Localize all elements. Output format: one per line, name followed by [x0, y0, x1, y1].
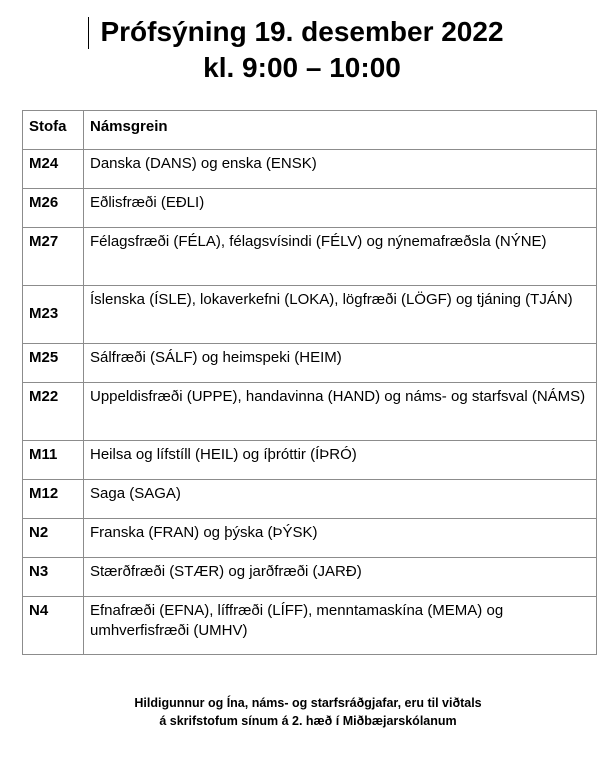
- room-cell: N2: [23, 519, 84, 558]
- subject-cell: Stærðfræði (STÆR) og jarðfræði (JARÐ): [84, 558, 597, 597]
- room-cell: N3: [23, 558, 84, 597]
- room-cell: M26: [23, 189, 84, 228]
- subject-cell: Eðlisfræði (EÐLI): [84, 189, 597, 228]
- room-cell: M12: [23, 480, 84, 519]
- subject-cell: Uppeldisfræði (UPPE), handavinna (HAND) og náms- og starfsval (NÁMS): [84, 383, 597, 441]
- room-cell: M22: [23, 383, 84, 441]
- title-time: kl. 9:00 – 10:00: [203, 52, 401, 83]
- footer-line-2: á skrifstofum sínum á 2. hæð í Miðbæjarskólanum: [159, 714, 457, 728]
- table-row: [23, 480, 597, 519]
- room-cell: M25: [23, 344, 84, 383]
- title-date: Prófsýning 19. desember 2022: [100, 16, 504, 47]
- table-row: [23, 441, 597, 480]
- exam-schedule-table: [22, 110, 597, 655]
- subject-cell: Heilsa og lífstíll (HEIL) og íþróttir (ÍÞRÓ): [84, 441, 597, 480]
- subject-cell: Íslenska (ÍSLE), lokaverkefni (LOKA), lögfræði (LÖGF) og tjáning (TJÁN): [84, 286, 597, 344]
- table-row: [23, 189, 597, 228]
- table-row: [23, 150, 597, 189]
- room-cell: M23: [23, 286, 84, 344]
- footer-line-1: Hildigunnur og Ína, náms- og starfsráðgjafar, eru til viðtals: [134, 696, 482, 710]
- table-header-row: [23, 111, 597, 150]
- table-row: [23, 286, 597, 344]
- room-cell: M27: [23, 228, 84, 286]
- room-cell: M11: [23, 441, 84, 480]
- subject-cell: Félagsfræði (FÉLA), félagsvísindi (FÉLV) og nýnemafræðsla (NÝNE): [84, 228, 597, 286]
- subject-cell: Franska (FRAN) og þýska (ÞÝSK): [84, 519, 597, 558]
- subject-cell: Efnafræði (EFNA), líffræði (LÍFF), menntamaskína (MEMA) og umhverfisfræði (UMHV): [84, 597, 597, 655]
- column-header-room: Stofa: [23, 111, 84, 150]
- table-row: [23, 558, 597, 597]
- subject-cell: Saga (SAGA): [84, 480, 597, 519]
- page-title: [0, 14, 616, 86]
- footer-note: [0, 694, 616, 730]
- subject-cell: Sálfræði (SÁLF) og heimspeki (HEIM): [84, 344, 597, 383]
- table-row: [23, 519, 597, 558]
- room-cell: N4: [23, 597, 84, 655]
- subject-cell: Danska (DANS) og enska (ENSK): [84, 150, 597, 189]
- table-row: [23, 228, 597, 286]
- table-row: [23, 383, 597, 441]
- table-row: [23, 344, 597, 383]
- table-row: [23, 597, 597, 655]
- column-header-subject: Námsgrein: [84, 111, 597, 150]
- room-cell: M24: [23, 150, 84, 189]
